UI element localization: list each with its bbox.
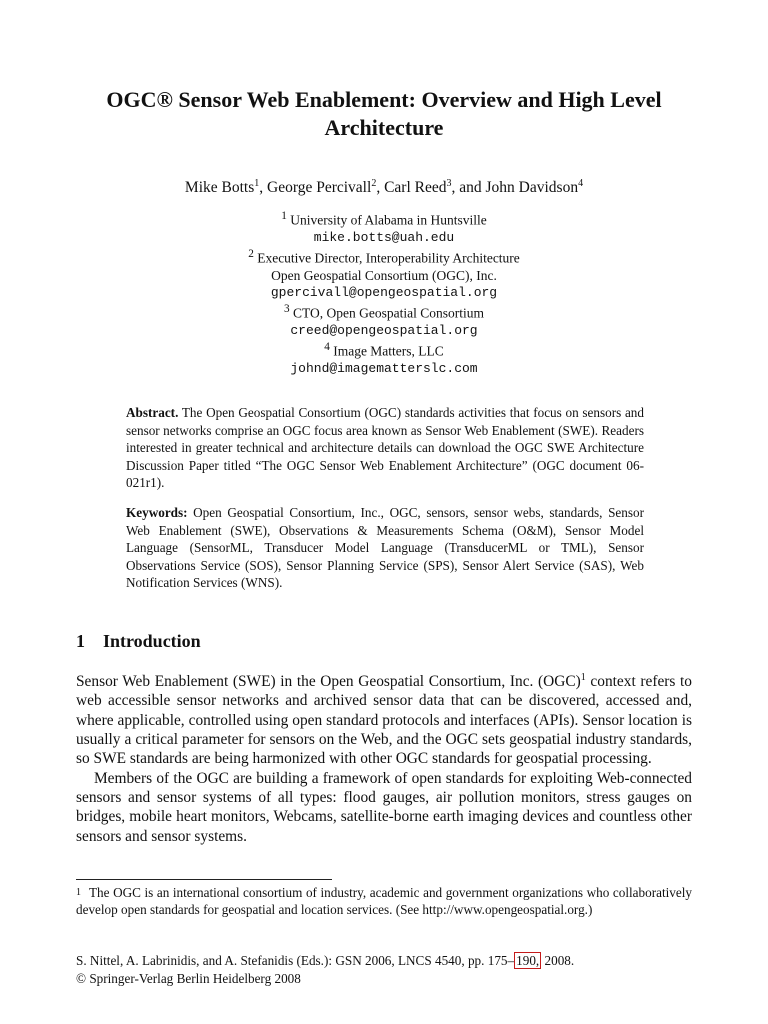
citation-text: 2008.	[541, 953, 575, 968]
citation-text: S. Nittel, A. Labrinidis, and A. Stefanidis (Eds.): GSN 2006, LNCS 4540, pp. 175–	[76, 953, 515, 968]
affiliation-email[interactable]: creed@opengeospatial.org	[290, 322, 478, 338]
affiliation-text: Open Geospatial Consortium (OGC), Inc.	[271, 267, 497, 283]
footnote-mark: 1	[76, 887, 81, 898]
author-name: Carl Reed	[384, 179, 447, 197]
affiliation-text: CTO, Open Geospatial Consortium	[293, 305, 484, 321]
author-name: John Davidson	[485, 179, 579, 197]
page-range-link[interactable]: 190,	[516, 953, 540, 968]
keywords	[126, 504, 644, 592]
affiliation-mark: 3	[284, 303, 290, 316]
paragraph-text: context refers to web accessible sensor networks and archived sensor data that can be discovered, accessed and, where applicable, controlled using open standard protocols and interfaces (APIs). Sensor location is usually a critical parameter for sensors on the Web, and the OGC sets geospatial industry standards, so SWE standards are being harmonized with other OGC standards for geospatial processing.	[76, 673, 692, 768]
author-affiliation-mark: 2	[371, 178, 377, 189]
citation-block	[76, 952, 692, 987]
affiliation-email[interactable]: johnd@imagematterslc.com	[290, 360, 478, 376]
footnote-text: The OGC is an international consortium of industry, academic and government organizations who collaboratively develop open standards for geospatial and location services. (See http://www.opengeospatial.org.)	[76, 885, 692, 918]
author-separator: , and	[451, 179, 486, 197]
author-name: George Percivall	[267, 179, 372, 197]
section-heading	[76, 630, 692, 652]
author-separator: ,	[259, 179, 267, 197]
affiliation-line	[84, 208, 684, 229]
author-affiliation-mark: 1	[254, 178, 260, 189]
affiliation-line	[84, 246, 684, 267]
citation-line	[76, 952, 692, 970]
affiliation-line	[84, 301, 684, 322]
body-text	[76, 668, 692, 846]
footnote-reference[interactable]: 1	[580, 672, 586, 683]
affiliation-mark: 4	[324, 340, 330, 353]
copyright-line: © Springer-Verlag Berlin Heidelberg 2008	[76, 970, 301, 986]
affiliation-text: University of Alabama in Huntsville	[290, 212, 487, 228]
affiliation-block	[84, 208, 684, 377]
affiliation-mark: 2	[248, 247, 254, 260]
affiliation-email[interactable]: mike.botts@uah.edu	[313, 229, 455, 245]
affiliation-text: Image Matters, LLC	[333, 343, 444, 359]
author-list	[84, 174, 684, 198]
author-separator: ,	[376, 179, 385, 197]
section-number: 1	[76, 631, 85, 651]
affiliation-mark: 1	[281, 210, 287, 222]
section-title: Introduction	[103, 631, 201, 651]
keywords-label: Keywords:	[126, 505, 188, 520]
author-affiliation-mark: 4	[578, 178, 584, 189]
body-paragraph	[76, 668, 692, 769]
footnote	[76, 884, 692, 919]
footnote-divider	[76, 879, 332, 880]
abstract-text: The Open Geospatial Consortium (OGC) standards activities that focus on sensors and sensor networks comprise an OGC focus area known as Sensor Web Enablement (SWE). Readers interested in greater technical and architecture details can download the OGC SWE Architecture Discussion Paper titled “The OGC Sensor Web Enablement Architecture” (OGC document 06-021r1).	[126, 405, 644, 491]
paper-title: OGC® Sensor Web Enablement: Overview and High Level Architecture	[106, 87, 662, 140]
author-affiliation-mark: 3	[446, 178, 452, 189]
affiliation-email[interactable]: gpercivall@opengeospatial.org	[270, 284, 498, 300]
keywords-text: Open Geospatial Consortium, Inc., OGC, sensors, sensor webs, standards, Sensor Web Enablement (SWE), Observations & Measurements Schema (O&M), Sensor Model Language (SensorML, Transducer Model Language (TransducerML or TML), Sensor Observations Service (SOS), Sensor Planning Service (SPS), Sensor Alert Service (SAS), Web Notification Services (WNS).	[126, 505, 644, 591]
affiliation-line	[84, 339, 684, 360]
abstract-label: Abstract.	[126, 405, 179, 420]
body-paragraph: Members of the OGC are building a framework of open standards for exploiting Web-connected sensors and sensor systems of all types: flood gauges, air pollution monitors, stress gauges on bridges, mobile heart monitors, Webcams, satellite-borne earth imaging devices and countless other sensors and sensor systems.	[76, 769, 692, 845]
abstract	[126, 404, 644, 492]
author-name: Mike Botts	[184, 179, 255, 197]
paragraph-text: Sensor Web Enablement (SWE) in the Open Geospatial Consortium, Inc. (OGC)	[76, 673, 581, 691]
affiliation-text: Executive Director, Interoperability Architecture	[257, 250, 520, 266]
